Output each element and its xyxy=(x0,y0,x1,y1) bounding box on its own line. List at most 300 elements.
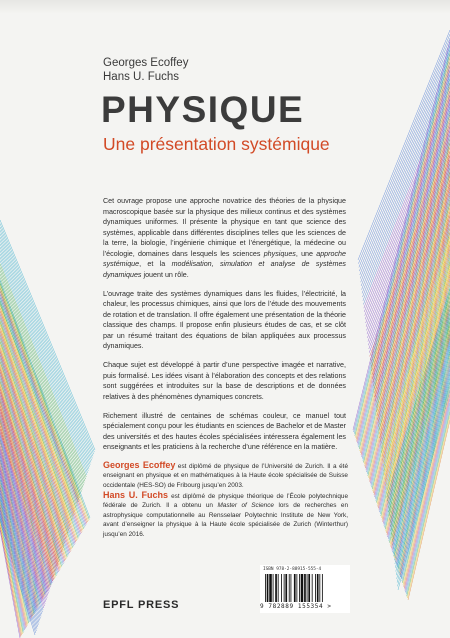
string-art-line xyxy=(393,341,450,545)
string-art-line xyxy=(0,522,22,634)
string-art-line xyxy=(401,373,450,579)
barcode-bar xyxy=(278,574,279,602)
barcode-bar xyxy=(312,574,313,602)
string-art-line xyxy=(0,480,43,611)
string-art-line xyxy=(0,339,73,546)
string-art-line xyxy=(0,378,62,565)
string-art-line xyxy=(0,437,46,593)
string-art-line xyxy=(0,220,95,450)
barcode-bar xyxy=(291,574,292,602)
string-art-line xyxy=(0,434,47,592)
string-art-line xyxy=(0,456,48,596)
string-art-line xyxy=(0,392,61,556)
barcode-bar xyxy=(308,574,310,602)
string-art-line xyxy=(0,244,90,465)
string-art-line xyxy=(0,486,42,614)
string-art-line xyxy=(388,297,450,505)
bio-text: est diplômé de physique de l’Université de Zurich. Il a été enseignant en physique et en mathématiques à la Haute école spécialisée de Suisse occidentale (HES-SO) de Fribourg jusqu’en 2003. xyxy=(103,463,348,489)
string-art-line xyxy=(364,83,450,309)
string-art-line xyxy=(374,176,450,394)
string-art-line xyxy=(0,496,40,620)
string-art-line xyxy=(357,66,450,442)
string-art-line xyxy=(0,468,37,608)
string-art-line xyxy=(0,507,38,627)
string-art-line xyxy=(0,491,31,619)
publisher-logo: EPFL PRESS xyxy=(103,599,180,611)
string-art-line xyxy=(386,271,450,534)
string-art-line xyxy=(370,139,450,360)
string-art-line xyxy=(0,314,81,534)
string-art-line xyxy=(360,91,450,453)
string-art-line xyxy=(369,127,450,349)
string-art-line xyxy=(0,519,23,633)
string-art-line xyxy=(0,297,85,526)
string-art-line xyxy=(0,314,76,508)
string-art-line xyxy=(386,281,450,490)
string-art-line xyxy=(379,220,450,434)
string-art-line xyxy=(370,135,450,356)
string-art-line xyxy=(0,247,90,467)
string-art-line xyxy=(388,283,450,539)
barcode-bar xyxy=(296,574,297,602)
string-art-line xyxy=(382,248,450,460)
string-art-line xyxy=(0,395,60,558)
string-art-line xyxy=(0,318,75,511)
string-art-line xyxy=(398,352,450,570)
string-art-line xyxy=(397,382,450,583)
string-art-line xyxy=(0,288,88,522)
string-art-line xyxy=(0,250,89,468)
string-art-line xyxy=(0,406,55,578)
string-art-line xyxy=(0,308,77,504)
string-art-line xyxy=(0,322,78,538)
author-name: Georges Ecoffey xyxy=(103,57,189,69)
string-art-line xyxy=(0,457,40,603)
string-art-line xyxy=(362,62,450,289)
string-art-line xyxy=(0,439,51,585)
string-art-line xyxy=(382,244,450,456)
string-art-line xyxy=(397,378,450,579)
string-art-line xyxy=(356,61,450,439)
bio-author-name: Georges Ecoffey xyxy=(103,460,176,470)
string-art-line xyxy=(398,386,450,586)
string-art-line xyxy=(0,401,56,576)
string-art-line xyxy=(365,121,450,466)
string-art-line xyxy=(391,305,450,549)
string-art-line xyxy=(0,453,48,594)
string-art-line xyxy=(0,516,24,631)
string-art-line xyxy=(0,443,44,596)
string-art-line xyxy=(363,108,450,460)
string-art-line xyxy=(0,375,64,546)
string-art-line xyxy=(382,241,450,520)
barcode-bar xyxy=(275,574,277,602)
string-art-line xyxy=(0,378,63,547)
string-art-line xyxy=(0,381,62,566)
string-art-line xyxy=(389,292,450,543)
string-art-line xyxy=(0,361,67,557)
string-art-line xyxy=(0,291,87,523)
string-art-line xyxy=(377,200,450,416)
string-art-line xyxy=(391,325,450,530)
string-art-line xyxy=(375,189,450,496)
string-art-line xyxy=(0,432,53,581)
string-art-line xyxy=(0,333,75,543)
string-art-line xyxy=(362,66,450,293)
string-art-line xyxy=(380,224,450,438)
string-art-line xyxy=(0,385,62,552)
string-art-line xyxy=(376,196,450,412)
string-art-line xyxy=(0,291,81,494)
string-art-line xyxy=(380,228,450,514)
string-art-line xyxy=(399,360,450,573)
string-art-line xyxy=(381,240,450,452)
string-art-line xyxy=(0,364,66,558)
string-art-line xyxy=(368,147,450,478)
string-art-line xyxy=(367,115,450,338)
string-art-line xyxy=(386,285,450,494)
string-art-line xyxy=(0,387,60,569)
string-art-line xyxy=(0,490,41,617)
string-art-line xyxy=(0,395,58,573)
string-art-line xyxy=(370,160,450,484)
string-art-line xyxy=(0,432,48,591)
string-art-line xyxy=(0,358,67,535)
string-art-line xyxy=(406,403,450,592)
string-art-line xyxy=(0,390,59,571)
string-art-line xyxy=(0,359,68,556)
string-art-line xyxy=(359,83,450,449)
string-art-line xyxy=(373,168,450,387)
string-art-line xyxy=(0,422,55,574)
blurb-emphasis: approche systémique xyxy=(103,249,346,268)
string-art-line xyxy=(0,513,36,631)
string-art-line xyxy=(385,277,450,486)
string-art-line xyxy=(367,134,450,472)
string-art-line xyxy=(378,211,450,507)
string-art-line xyxy=(0,281,83,488)
string-art-line xyxy=(0,520,35,635)
string-art-line xyxy=(0,376,63,564)
string-art-line xyxy=(355,57,450,438)
string-art-line xyxy=(0,328,73,517)
string-art-line xyxy=(0,479,34,613)
string-art-line xyxy=(0,370,65,561)
string-art-line xyxy=(0,335,72,521)
string-art-line xyxy=(0,420,51,585)
string-art-line xyxy=(0,496,29,622)
string-art-line xyxy=(385,258,450,528)
string-art-line xyxy=(0,451,42,600)
string-art-line xyxy=(384,265,450,475)
string-art-line xyxy=(362,70,450,297)
string-art-line xyxy=(395,362,450,564)
string-art-line xyxy=(373,163,450,382)
string-art-right-decoration xyxy=(348,0,450,600)
string-art-line xyxy=(0,412,53,581)
blurb-text-run: , une xyxy=(295,249,317,258)
string-art-line xyxy=(0,355,68,533)
string-art-line xyxy=(0,442,51,587)
string-art-line xyxy=(0,317,80,536)
string-art-line xyxy=(0,402,59,562)
string-art-line xyxy=(387,275,450,535)
string-art-line xyxy=(379,216,450,430)
author-bio-ecoffey xyxy=(103,461,348,490)
string-art-line xyxy=(360,87,450,451)
string-art-line xyxy=(0,488,32,618)
string-art-line xyxy=(372,168,450,487)
string-art-line xyxy=(0,503,38,624)
string-art-line xyxy=(392,337,450,541)
string-art-line xyxy=(383,245,450,522)
bio-text: lors de recherches en astrophysique computationnelle au Rensselaer Polytechnic Institute de New York, avant d’enseigner la physique à la Haute école spécialisée de Zurich (Winterthur) jusqu’en 2016. xyxy=(103,502,348,538)
string-art-line xyxy=(0,454,41,601)
string-art-line xyxy=(0,517,36,633)
string-art-line xyxy=(0,365,66,539)
barcode-bar xyxy=(284,574,285,602)
string-art-line xyxy=(0,477,35,613)
isbn-label: ISBN 978-2-88915-555-4 xyxy=(263,567,322,572)
string-art-line xyxy=(372,172,450,489)
string-art-line xyxy=(0,485,33,616)
string-art-line xyxy=(365,125,450,468)
string-art-line xyxy=(0,440,45,595)
barcode-bar xyxy=(304,574,306,602)
string-art-line xyxy=(0,382,63,550)
barcode-bar xyxy=(322,574,323,602)
barcode-bar xyxy=(315,574,316,602)
string-art-line xyxy=(405,399,450,591)
string-art-line xyxy=(361,54,450,282)
string-art-line xyxy=(371,164,450,486)
string-art-line xyxy=(363,79,450,305)
string-art-line xyxy=(396,370,450,572)
string-art-line xyxy=(367,111,450,334)
string-art-line xyxy=(0,233,92,458)
string-art-line xyxy=(388,279,450,537)
string-art-line xyxy=(363,74,450,300)
string-art-line xyxy=(370,155,450,481)
string-art-line xyxy=(0,336,74,545)
string-art-line xyxy=(394,354,450,557)
string-art-line xyxy=(0,356,69,555)
blurb-emphasis: modélisation, simulation et analyse de systèmes dynamiques xyxy=(103,260,346,279)
barcode-bar xyxy=(294,574,296,602)
string-art-line xyxy=(0,341,71,524)
string-art-line xyxy=(388,301,450,508)
string-art-line xyxy=(380,224,450,513)
string-art-line xyxy=(0,257,88,473)
string-art-line xyxy=(408,420,450,600)
string-art-line xyxy=(0,328,77,541)
string-art-line xyxy=(0,500,39,623)
bio-author-name: Hans U. Fuchs xyxy=(103,490,169,500)
string-art-line xyxy=(360,50,450,278)
string-art-line xyxy=(0,283,89,520)
string-art-line xyxy=(359,42,450,271)
string-art-line xyxy=(0,301,79,500)
string-art-line xyxy=(368,119,450,342)
blurb-text-run: Cet ouvrage propose une approche novatrice des théories de la physique macroscopique basée sur la physique des milieux continus et des systèmes dynamiques uniformes. Il présente la physique en tant que science des systèmes, applicable dans différentes disciplines telles que les sciences de la terre, la biologie, l’ingénierie chimique et l’énergétique, la médecine ou l’écologie, domaines dans lesquels les sciences xyxy=(103,197,346,258)
string-art-line xyxy=(0,423,50,587)
string-art-line xyxy=(394,358,450,561)
blurb-text-run: jouent un rôle. xyxy=(141,270,189,279)
blurb-text-run: , et la xyxy=(139,260,172,268)
string-art-line xyxy=(394,326,450,558)
string-art-line xyxy=(373,181,450,493)
string-art-line xyxy=(0,237,92,461)
string-art-line xyxy=(402,382,450,583)
string-art-line xyxy=(392,333,450,538)
string-art-line xyxy=(369,131,450,353)
string-art-line xyxy=(0,405,58,564)
string-art-line xyxy=(407,411,450,596)
string-art-line xyxy=(0,294,80,496)
string-art-line xyxy=(0,271,85,482)
string-art-line xyxy=(0,302,84,528)
string-art-line xyxy=(0,350,70,551)
string-art-line xyxy=(0,474,36,611)
string-art-line xyxy=(0,347,71,550)
string-art-line xyxy=(0,373,64,563)
string-art-line xyxy=(0,294,86,525)
string-art-line xyxy=(366,130,450,470)
string-art-line xyxy=(389,309,450,516)
string-art-line xyxy=(385,273,450,483)
string-art-line xyxy=(390,317,450,523)
barcode-bar xyxy=(265,574,266,602)
string-art-line xyxy=(0,473,44,606)
string-art-line xyxy=(401,369,450,577)
string-art-line xyxy=(354,49,450,434)
string-art-line xyxy=(399,356,450,571)
string-art-line xyxy=(0,429,48,590)
string-art-line xyxy=(395,330,450,560)
string-art-line xyxy=(390,296,450,544)
string-art-line xyxy=(358,30,450,260)
string-art-line xyxy=(403,386,450,585)
string-art-line xyxy=(393,318,450,555)
string-art-line xyxy=(364,87,450,312)
bio-text: est diplômé de physique théorique de l’École polytechnique fédérale de Zurich. Il a obtenu un xyxy=(103,493,348,510)
barcode-bar xyxy=(307,574,308,602)
string-art-line xyxy=(0,426,54,577)
string-art-line xyxy=(361,58,450,286)
string-art-line xyxy=(0,404,55,578)
string-art-line xyxy=(0,227,94,454)
string-art-line xyxy=(0,367,66,560)
string-art-line xyxy=(0,384,61,568)
isbn-barcode-box xyxy=(260,565,350,613)
string-art-line xyxy=(0,459,47,597)
string-art-line xyxy=(0,372,65,544)
string-art-line xyxy=(377,204,450,420)
string-art-line xyxy=(381,236,450,517)
string-art-line xyxy=(0,493,40,618)
string-art-line xyxy=(0,345,72,549)
string-art-line xyxy=(358,74,450,445)
barcode-bar xyxy=(273,574,274,602)
string-art-line xyxy=(0,505,27,626)
barcode-bar xyxy=(289,574,290,602)
string-art-line xyxy=(0,409,57,567)
string-art-line xyxy=(368,142,450,475)
string-art-line xyxy=(355,53,450,436)
blurb-emphasis: physiques xyxy=(263,249,296,258)
string-art-line xyxy=(364,113,450,463)
string-art-line xyxy=(354,44,450,432)
string-art-line xyxy=(0,530,20,638)
string-art-line xyxy=(0,353,70,553)
string-art-line xyxy=(0,426,49,588)
string-art-line xyxy=(376,192,450,409)
string-art-line xyxy=(389,313,450,519)
string-art-line xyxy=(0,465,38,607)
string-art-line xyxy=(0,351,69,531)
string-art-line xyxy=(360,46,450,275)
string-art-line xyxy=(396,374,450,575)
string-art-line xyxy=(0,274,84,483)
barcode-bar xyxy=(269,574,272,602)
string-art-line xyxy=(380,232,450,445)
book-title: PHYSIQUE xyxy=(101,89,305,130)
string-art-line xyxy=(378,208,450,423)
string-art-line xyxy=(383,257,450,468)
string-art-line xyxy=(0,284,82,489)
string-art-line xyxy=(0,476,44,608)
string-art-line xyxy=(0,348,69,529)
barcode-bar xyxy=(301,574,304,602)
string-art-line xyxy=(0,463,39,606)
string-art-line xyxy=(373,177,450,491)
barcode-bar xyxy=(317,574,319,602)
barcode-bar xyxy=(267,574,269,602)
string-art-line xyxy=(0,342,73,548)
string-art-line xyxy=(0,513,25,630)
authors-block xyxy=(103,56,188,84)
string-art-line xyxy=(0,277,84,485)
barcode-bar xyxy=(299,574,300,602)
string-art-line xyxy=(375,194,450,499)
string-art-line xyxy=(404,394,450,588)
string-art-left-decoration xyxy=(0,200,100,638)
string-art-line xyxy=(0,286,88,521)
string-art-line xyxy=(0,287,82,491)
string-art-line xyxy=(0,305,83,530)
string-art-line xyxy=(407,416,450,598)
string-art-line xyxy=(372,159,450,378)
string-art-line xyxy=(389,305,450,512)
string-art-line xyxy=(394,350,450,553)
string-art-line xyxy=(0,463,46,600)
string-art-line xyxy=(389,288,450,541)
string-art-line xyxy=(0,471,37,610)
string-art-line xyxy=(0,304,78,502)
string-art-line xyxy=(0,415,52,583)
string-art-line xyxy=(0,398,57,575)
string-art-line xyxy=(362,104,450,459)
string-art-line xyxy=(374,185,450,495)
string-art-line xyxy=(393,346,450,550)
string-art-line xyxy=(0,300,84,528)
string-art-line xyxy=(0,469,45,603)
string-art-line xyxy=(0,409,54,580)
string-art-line xyxy=(0,446,44,598)
string-art-line xyxy=(0,240,91,462)
string-art-line xyxy=(0,311,81,533)
blurb-text xyxy=(103,196,346,461)
